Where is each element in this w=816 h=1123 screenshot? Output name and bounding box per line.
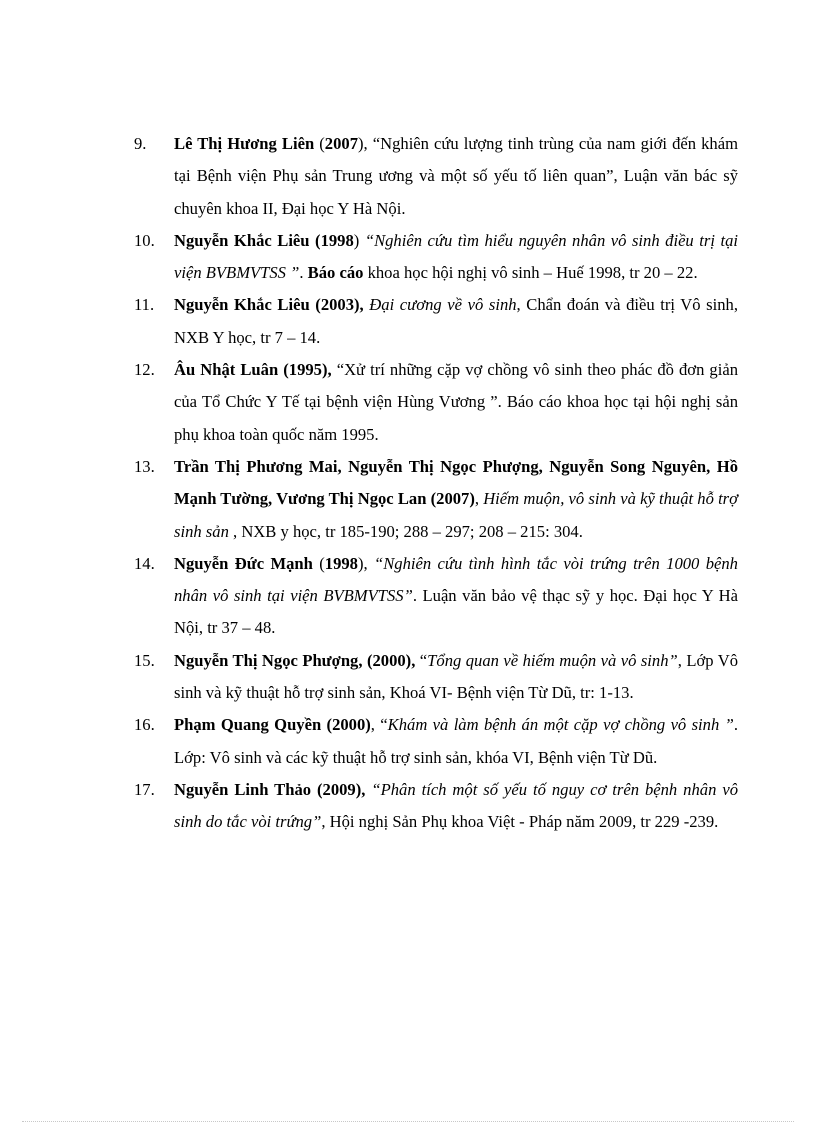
reference-text [174,774,738,839]
reference-segment: , Chẩn đoán và điều trị Vô sinh, NXB Y học, tr 7 – 14. [174,295,738,347]
reference-bold-segment: Lê Thị Hương Liên [174,134,315,153]
reference-bold-segment: 1998 [324,553,358,573]
reference-number: 11. [134,295,155,315]
reference-bold-segment: Trần Thị Phương Mai, Nguyễn Thị Ngọc Phượng, Nguyễn Song Nguyên, Hồ Mạnh Tường, Vương Thị Ngọc Lan (2007) [174,456,738,509]
reference-text [174,548,738,645]
reference-text [174,225,738,290]
reference-number: 13. [134,456,155,476]
reference-segment: . Luận văn bảo vệ thạc sỹ y học. Đại học Y Hà Nội, tr 37 – 48. [174,586,738,638]
reference-item [134,225,738,290]
reference-text [174,645,738,710]
reference-italic-segment: Đại cương về vô sinh [369,295,517,315]
reference-item [134,709,738,774]
reference-italic-segment: Tổng quan về hiếm muộn và vô sinh” [427,650,678,670]
reference-item [134,645,738,710]
page-bottom-divider [22,1121,794,1122]
reference-number: 9. [134,134,147,153]
reference-item [134,774,738,839]
reference-segment: ) [353,230,365,250]
reference-text [174,354,738,451]
reference-text [174,451,738,548]
reference-segment: , [474,489,484,509]
reference-segment: , Lớp Vô sinh và kỹ thuật hỗ trợ sinh sản, Khoá VI- Bệnh viện Từ Dũ, tr: 1-13. [174,650,738,703]
reference-bold-segment: Nguyễn Linh Thảo (2009), [174,779,366,799]
reference-bold-segment: Phạm Quang Quyền (2000) [174,715,371,735]
reference-italic-segment: “Nghiên cứu tình hình tắc vòi trứng trên 1000 bệnh nhân vô sinh tại viện BVBMVTSS” [174,553,738,606]
reference-number: 10. [134,230,155,250]
reference-item [134,548,738,645]
reference-segment: , NXB y học, tr 185-190; 288 – 297; 208 – 215: 304. [228,521,583,541]
reference-list [134,128,738,839]
reference-number: 14. [134,553,155,573]
reference-segment: . Lớp: Vô sinh và các kỹ thuật hỗ trợ sinh sản, khóa VI, Bệnh viện Từ Dũ. [174,715,738,767]
reference-number: 17. [134,779,155,799]
reference-italic-segment: “Phân tích một số yếu tố nguy cơ trên bệnh nhân vô sinh do tắc vòi trứng” [174,779,738,832]
reference-item [134,289,738,354]
reference-number: 16. [134,715,155,735]
reference-number: 15. [134,650,155,670]
reference-bold-segment: 2007 [324,134,358,153]
reference-segment: ), “Nghiên cứu lượng tinh trùng của nam giới đến khám tại Bệnh viện Phụ sản Trung ương và một số yếu tố liên quan”, Luận văn bác sỹ chuyên khoa II, Đại học Y Hà Nội. [174,134,738,218]
reference-bold-segment: Âu Nhật Luân (1995), [174,360,332,380]
reference-text [174,289,738,354]
reference-italic-segment: Khám và làm bệnh án một cặp vợ chồng vô sinh ” [387,715,734,735]
reference-italic-segment: Hiếm muộn, vô sinh và kỹ thuật hỗ trợ sinh sản [174,489,739,541]
reference-segment: , Hội nghị Sản Phụ khoa Việt - Pháp năm 2009, tr 229 -239. [321,812,719,832]
reference-bold-segment: Nguyễn Đức Mạnh [174,553,313,573]
reference-segment: “ [415,650,428,670]
reference-segment: ( [314,134,325,153]
reference-number: 12. [134,360,155,380]
reference-segment: khoa học hội nghị vô sinh – Huế 1998, tr 20 – 22. [363,263,698,283]
reference-segment: “Xử trí những cặp vợ chồng vô sinh theo phác đồ đơn giản của Tổ Chức Y Tế tại bệnh viện Hùng Vương ”. Báo cáo khoa học tại hội nghị sản phụ khoa toàn quốc năm 1995. [174,360,739,444]
reference-item [134,128,738,225]
reference-bold-segment: Nguyễn Khắc Liêu (2003), [174,295,364,315]
reference-bold-segment: Nguyễn Thị Ngọc Phượng, (2000), [174,650,416,670]
reference-text [174,709,738,774]
reference-segment: ( [312,553,325,573]
reference-bold-segment: Nguyễn Khắc Liêu (1998 [174,230,354,250]
reference-item [134,451,738,548]
reference-text [174,128,738,225]
reference-italic-segment: “Nghiên cứu tìm hiểu nguyên nhân vô sinh điều trị tại viện BVBMVTSS ” [174,230,738,283]
reference-segment: ), [357,553,375,573]
reference-item [134,354,738,451]
reference-segment: , “ [370,715,388,735]
reference-bold-segment: Báo cáo [307,263,364,283]
reference-segment: . [299,263,308,283]
